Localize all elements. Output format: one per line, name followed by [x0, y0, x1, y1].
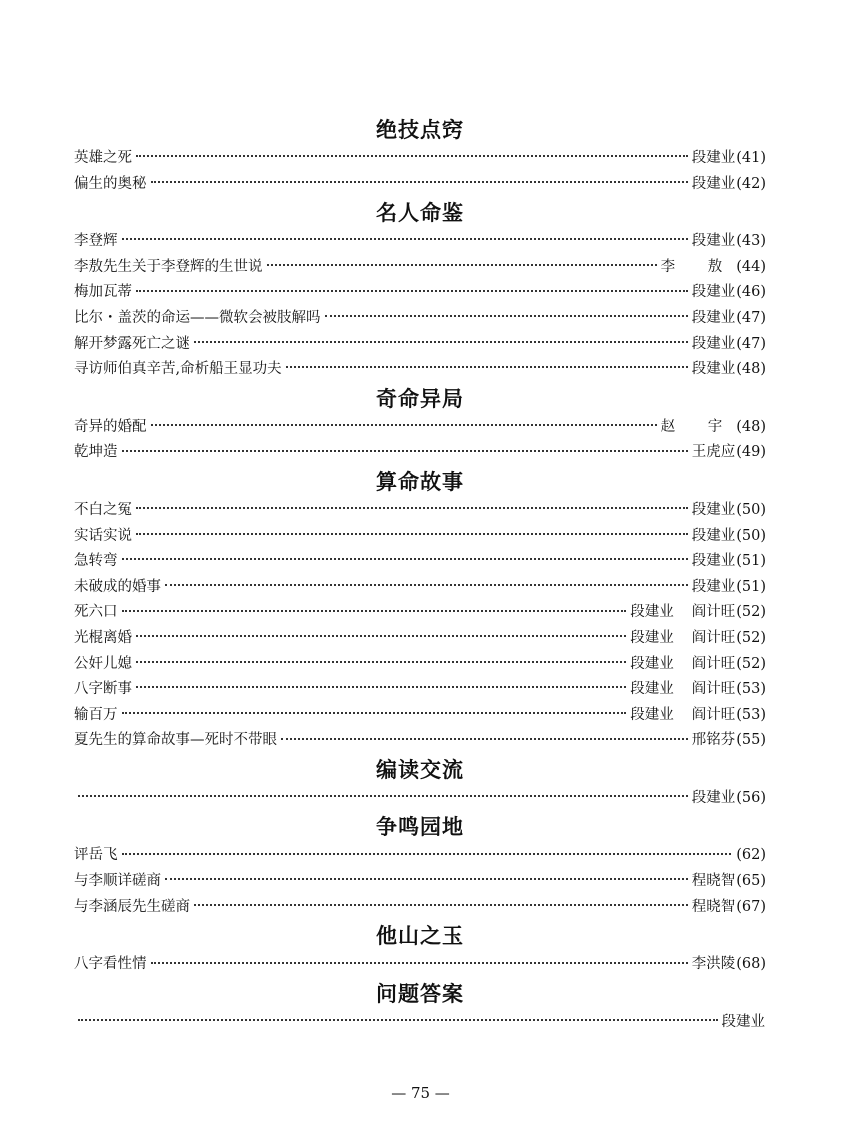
entry-author: 段建业: [630, 629, 674, 646]
entry-author: 段建业: [691, 284, 736, 301]
dot-leader: [194, 340, 688, 343]
entry-title: 评岳飞: [74, 847, 118, 864]
entry-page-number: (53): [736, 681, 766, 698]
entry-title: 与李涵辰先生磋商: [74, 898, 190, 915]
entry-page-number: (50): [736, 501, 766, 518]
entry-page-number: (46): [736, 284, 766, 301]
entry-page-number: (42): [736, 175, 766, 192]
entry-page-number: (53): [736, 706, 766, 723]
dot-leader: [281, 737, 688, 740]
dot-leader: [136, 634, 626, 637]
entry-author: 段建业: [630, 604, 674, 621]
toc-entry: [74, 357, 766, 383]
toc-entry: [74, 575, 766, 601]
dot-leader: [194, 903, 688, 906]
dot-leader: [136, 532, 688, 535]
entry-author: 段建业: [691, 553, 736, 570]
toc-entry: [74, 626, 766, 652]
page-number: — 75 —: [391, 1084, 450, 1102]
entry-author: 段建业: [630, 681, 674, 698]
entry-page-number: (48): [736, 361, 766, 378]
dot-leader: [122, 852, 732, 855]
entry-author: 李洪陵: [691, 956, 736, 973]
dot-leader: [286, 365, 688, 368]
entry-author: 段建业: [691, 361, 736, 378]
entry-title: 梅加瓦蒂: [74, 284, 132, 301]
toc-entry: [74, 677, 766, 703]
table-of-contents: [74, 114, 766, 1035]
entry-title: 奇异的婚配: [74, 418, 147, 435]
dot-leader: [165, 583, 688, 586]
entry-author: 段建业: [691, 150, 736, 166]
section-title: 奇命异局: [376, 386, 464, 411]
entry-page-number: (47): [736, 309, 766, 326]
entry-title: 死六口: [74, 604, 118, 621]
entry-author: 赵 宇: [660, 418, 737, 435]
dot-leader: [122, 449, 688, 452]
toc-entry: [74, 440, 766, 466]
toc-entry: [74, 952, 766, 978]
entry-title: 输百万: [74, 706, 118, 723]
entry-title: 光棍离婚: [74, 629, 132, 646]
entry-page-number: (49): [736, 444, 766, 461]
entry-title: 夏先生的算命故事—死时不带眼: [74, 732, 277, 749]
toc-entry: [74, 843, 766, 869]
entry-coauthor: 阎计旺: [691, 655, 736, 672]
entry-page-number: (50): [736, 527, 766, 544]
entry-page-number: (48): [736, 418, 766, 435]
entry-author: 段建业: [691, 578, 736, 595]
dot-leader: [122, 557, 688, 560]
section-title: 绝技点窍: [376, 118, 464, 142]
entry-title: 八字看性情: [74, 956, 147, 973]
dot-leader: [136, 685, 626, 688]
entry-author: 段建业: [691, 789, 736, 806]
section-title: 问题答案: [376, 981, 464, 1006]
toc-entry: [74, 600, 766, 626]
entry-coauthor: 阎计旺: [691, 706, 736, 723]
entry-author: 段建业: [691, 501, 736, 518]
entry-title: 实话实说: [74, 527, 132, 544]
toc-entry: [74, 549, 766, 575]
dot-leader: [136, 154, 688, 157]
toc-entry: [74, 498, 766, 524]
entry-page-number: (47): [736, 335, 766, 352]
entry-page-number: (52): [736, 655, 766, 672]
entry-author: 段建业: [691, 309, 736, 326]
dot-leader: [151, 961, 688, 964]
entry-title: 李登辉: [74, 233, 118, 250]
entry-author: 段建业: [691, 175, 736, 192]
dot-leader: [165, 877, 688, 880]
toc-entry: [74, 280, 766, 306]
dot-leader: [267, 263, 657, 266]
toc-entry: [74, 306, 766, 332]
entry-page-number: (44): [736, 258, 766, 275]
dot-leader: [136, 506, 688, 509]
toc-entry: [74, 652, 766, 678]
entry-coauthor: 阎计旺: [691, 604, 736, 621]
entry-author: 段建业: [691, 335, 736, 352]
entry-title: 乾坤造: [74, 444, 118, 461]
entry-author: 段建业: [630, 706, 674, 723]
entry-page-number: (55): [736, 732, 766, 749]
entry-title: 与李顺详磋商: [74, 873, 161, 890]
entry-title: 比尔・盖茨的命运——微软会被肢解吗: [74, 309, 321, 326]
entry-title: 英雄之死: [74, 150, 132, 166]
entry-title: 偏生的奥秘: [74, 175, 147, 192]
entry-page-number: (68): [736, 956, 766, 973]
entry-title: 寻访师伯真辛苦,命析船王显功夫: [74, 361, 282, 378]
entry-page-number: (62): [736, 847, 766, 864]
entry-page-number: (56): [736, 789, 766, 806]
dot-leader: [122, 609, 627, 612]
dot-leader: [151, 180, 688, 183]
entry-author: 段建业: [630, 655, 674, 672]
entry-author: 李 敖: [660, 258, 737, 275]
entry-title: 李敖先生关于李登辉的生世说: [74, 258, 263, 275]
section-title: 争鸣园地: [376, 815, 464, 840]
toc-entry: [74, 1010, 766, 1036]
dot-leader: [78, 794, 688, 797]
dot-leader: [325, 314, 688, 317]
dot-leader: [122, 711, 627, 714]
dot-leader: [136, 660, 626, 663]
entry-page-number: (52): [736, 629, 766, 646]
entry-author: 邢铭芬: [691, 732, 736, 749]
section-title: 名人命鉴: [376, 201, 464, 226]
entry-title: 未破成的婚事: [74, 578, 161, 595]
entry-coauthor: 阎计旺: [691, 681, 736, 698]
entry-title: 解开梦露死亡之谜: [74, 335, 190, 352]
toc-entry: [74, 786, 766, 812]
entry-page-number: (51): [736, 578, 766, 595]
entry-author: 段建业: [691, 527, 736, 544]
toc-entry: [74, 229, 766, 255]
entry-title: 公奸儿媳: [74, 655, 132, 672]
entry-page-number: (51): [736, 553, 766, 570]
entry-page-number: (65): [736, 873, 766, 890]
toc-entry: [74, 255, 766, 281]
toc-entry: [74, 415, 766, 441]
entry-page-number: (67): [736, 898, 766, 915]
dot-leader: [151, 423, 657, 426]
entry-author: 程晓智: [691, 873, 736, 890]
entry-page-number: (43): [736, 233, 766, 250]
toc-entry: [74, 524, 766, 550]
dot-leader: [78, 1018, 718, 1021]
entry-coauthor: 阎计旺: [691, 629, 736, 646]
section-title: 编读交流: [376, 757, 464, 782]
entry-author: 程晓智: [691, 898, 736, 915]
toc-entry: [74, 332, 766, 358]
toc-entry: [74, 703, 766, 729]
entry-title: 不白之冤: [74, 501, 132, 518]
toc-entry: [74, 146, 766, 172]
toc-entry: [74, 172, 766, 198]
toc-entry: [74, 728, 766, 754]
section-title: 算命故事: [376, 469, 464, 494]
entry-title: 急转弯: [74, 553, 118, 570]
dot-leader: [122, 237, 688, 240]
toc-entry: [74, 895, 766, 921]
entry-page-number: (52): [736, 604, 766, 621]
entry-title: 八字断事: [74, 681, 132, 698]
entry-author: 王虎应: [691, 444, 736, 461]
entry-author: 段建业: [721, 1013, 765, 1030]
toc-entry: [74, 869, 766, 895]
section-title: 他山之玉: [376, 924, 464, 949]
dot-leader: [136, 289, 688, 292]
entry-author: 段建业: [691, 233, 736, 250]
entry-page-number: (41): [736, 150, 766, 166]
